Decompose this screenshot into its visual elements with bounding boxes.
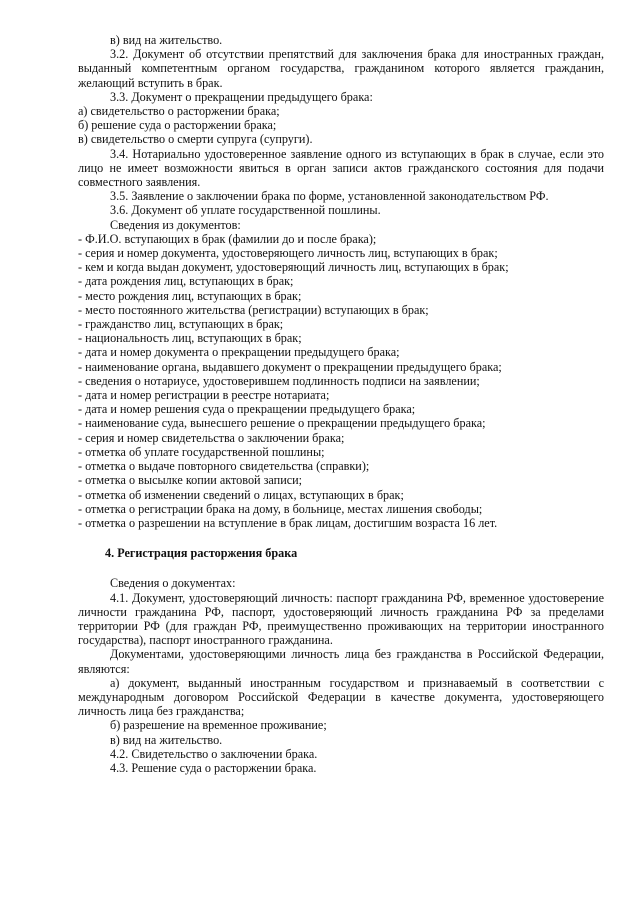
paragraph: б) разрешение на временное проживание; (110, 718, 327, 733)
list-item: - дата рождения лиц, вступающих в брак; (78, 274, 294, 289)
paragraph: в) вид на жительство. (110, 732, 223, 747)
paragraph: в) вид на жительство. (110, 33, 223, 47)
list-item: - отметка о регистрации брака на дому, в больнице, местах лишения свободы; (78, 501, 483, 516)
paragraph: Документами, удостоверяющими личность лица без гражданства в Российской Федерации, являются: (78, 647, 604, 676)
list-item: - отметка о выдаче повторного свидетельства (справки); (78, 459, 370, 474)
list-item: - серия и номер документа, удостоверяющего личность лиц, вступающих в брак; (78, 246, 498, 261)
list-item: - дата и номер документа о прекращении предыдущего брака; (78, 345, 400, 360)
paragraph: 4.1. Документ, удостоверяющий личность: паспорт гражданина РФ, временное удостоверение личности гражданина РФ, паспорт, удостоверяющий личность гражданина РФ за пределами территории РФ (для граждан РФ, преимущественно проживающих на территории иностранного государства), паспорт иностранного гражданина. (78, 590, 604, 648)
text-column (78, 33, 604, 775)
paragraph: 3.4. Нотариально удостоверенное заявление одного из вступающих в брак в случае, если это лицо не имеет возможности явиться в орган записи актов гражданского состояния для подачи совместного заявления. (78, 146, 604, 190)
list-item: - кем и когда выдан документ, удостоверяющий личность лиц, вступающих в брак; (78, 260, 509, 275)
list-item: - отметка об изменении сведений о лицах, вступающих в брак; (78, 487, 404, 502)
list-item: - сведения о нотариусе, удостоверившем подлинность подписи на заявлении; (78, 373, 480, 388)
list-item: - серия и номер свидетельства о заключении брака; (78, 430, 345, 445)
paragraph: 4.2. Свидетельство о заключении брака. (110, 746, 318, 761)
list-item: - гражданство лиц, вступающих в брак; (78, 317, 284, 332)
list-item: - место рождения лиц, вступающих в брак; (78, 288, 302, 303)
paragraph: 3.2. Документ об отсутствии препятствий для заключения брака для иностранных граждан, выданный компетентным органом государства, гражданином которого является гражданин, желающий вступить в брак. (78, 47, 604, 90)
paragraph: а) документ, выданный иностранным государством и признаваемый в соответствии с международным договором Российской Федерации в качестве документа, удостоверяющего личность лица без гражданства; (78, 675, 604, 719)
list-item: - национальность лиц, вступающих в брак; (78, 331, 302, 346)
list-item: - наименование органа, выдавшего документ о прекращении предыдущего брака; (78, 359, 502, 374)
list-item: - дата и номер регистрации в реестре нотариата; (78, 388, 330, 403)
list-item: - отметка об уплате государственной пошлины; (78, 444, 325, 459)
list-item: - дата и номер решения суда о прекращении предыдущего брака; (78, 402, 416, 417)
spacer (78, 560, 604, 576)
section-heading: 4. Регистрация расторжения брака (105, 546, 298, 561)
paragraph: 4.3. Решение суда о расторжении брака. (110, 760, 317, 775)
paragraph: Сведения из документов: (110, 217, 241, 232)
paragraph: 3.6. Документ об уплате государственной пошлины. (110, 203, 381, 218)
list-item: - Ф.И.О. вступающих в брак (фамилии до и после брака); (78, 231, 377, 246)
paragraph: а) свидетельство о расторжении брака; (78, 104, 280, 119)
list-item: - наименование суда, вынесшего решение о прекращении предыдущего брака; (78, 416, 486, 431)
paragraph: 3.5. Заявление о заключении брака по форме, установленной законодательством РФ. (110, 189, 549, 204)
paragraph: в) свидетельство о смерти супруга (супруги). (78, 132, 313, 147)
spacer (78, 530, 604, 546)
paragraph: 3.3. Документ о прекращении предыдущего брака: (110, 89, 373, 104)
list-item: - отметка о высылке копии актовой записи; (78, 473, 303, 488)
list-item: - место постоянного жительства (регистрации) вступающих в брак; (78, 302, 429, 317)
list-item: - отметка о разрешении на вступление в брак лицам, достигшим возраста 16 лет. (78, 515, 498, 530)
paragraph: б) решение суда о расторжении брака; (78, 118, 277, 133)
paragraph: Сведения о документах: (110, 576, 236, 591)
